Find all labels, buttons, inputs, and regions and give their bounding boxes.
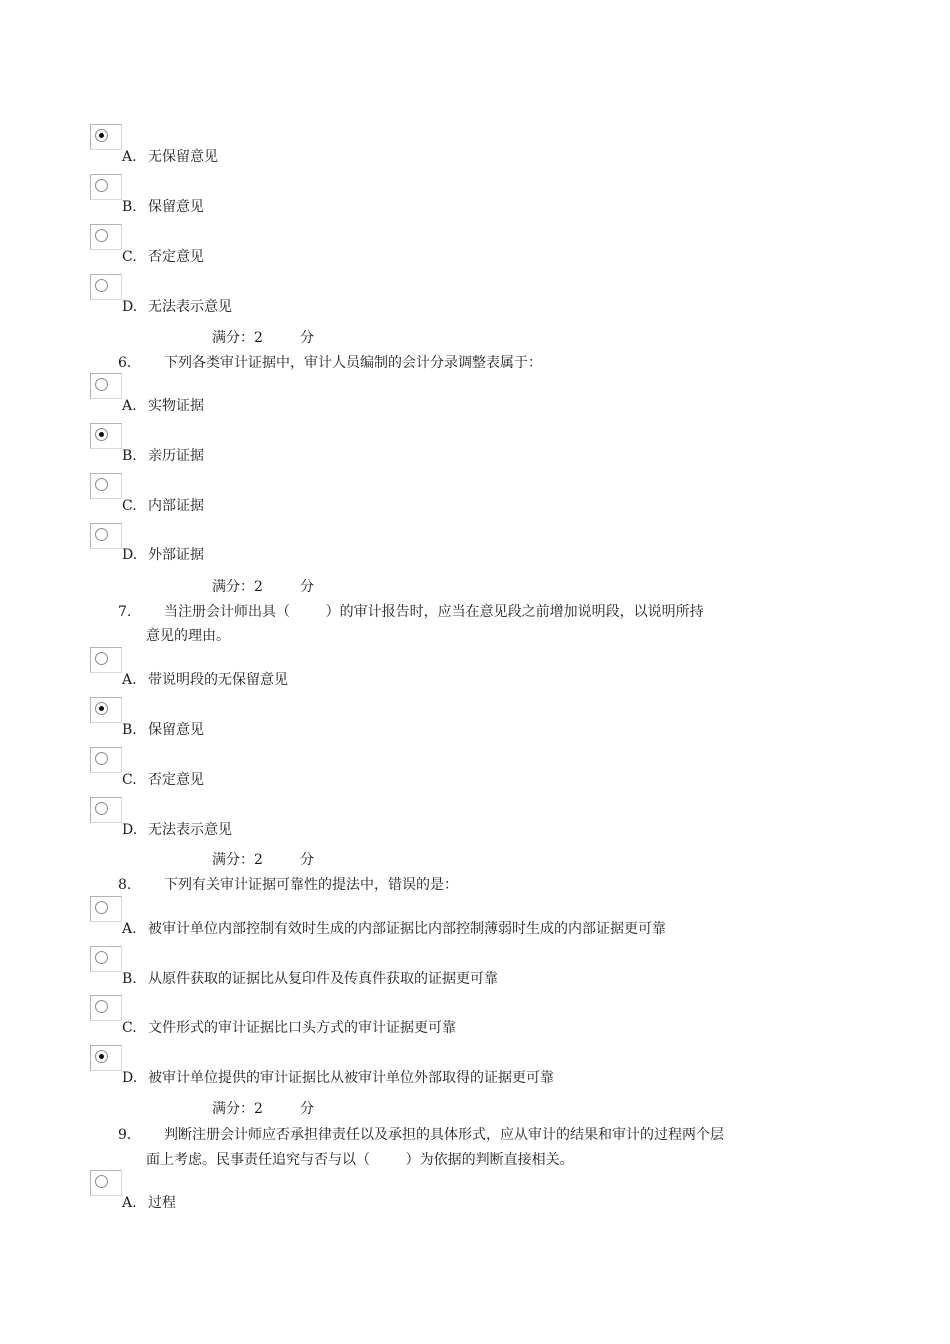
- radio-button[interactable]: [95, 1000, 108, 1013]
- question-number: 7.: [118, 604, 132, 620]
- option-text: 保留意见: [148, 199, 204, 215]
- option-text: 无法表示意见: [148, 822, 232, 838]
- score-unit: 分: [300, 852, 314, 868]
- radio-button[interactable]: [95, 378, 108, 391]
- option-radio-box[interactable]: [90, 274, 122, 300]
- question-text: 判断注册会计师应否承担律责任以及承担的具体形式，应从审计的结果和审计的过程两个层: [164, 1127, 724, 1143]
- option-letter: C.: [122, 772, 137, 788]
- option-letter: B.: [122, 199, 137, 215]
- score-label: 满分：2: [212, 579, 263, 595]
- option-letter: D.: [122, 299, 138, 315]
- question-text-continued: 意见的理由。: [146, 628, 230, 644]
- option-letter: B.: [122, 722, 137, 738]
- option-letter: D.: [122, 822, 138, 838]
- score-unit: 分: [300, 1101, 314, 1117]
- option-radio-box[interactable]: [90, 1045, 122, 1071]
- option-radio-box[interactable]: [90, 995, 122, 1021]
- option-text: 被审计单位内部控制有效时生成的内部证据比内部控制薄弱时生成的内部证据更可靠: [148, 921, 666, 937]
- option-letter: A.: [122, 1195, 137, 1211]
- option-letter: C.: [122, 249, 137, 265]
- radio-button[interactable]: [95, 478, 108, 491]
- question-text: 下列各类审计证据中，审计人员编制的会计分录调整表属于：: [164, 355, 542, 371]
- question-number: 6.: [118, 355, 132, 371]
- question-text-continued: 面上考虑。民事责任追究与否与以（ ）为依据的判断直接相关。: [146, 1152, 574, 1168]
- option-text: 文件形式的审计证据比口头方式的审计证据更可靠: [148, 1020, 456, 1036]
- option-radio-box[interactable]: [90, 697, 122, 723]
- radio-button[interactable]: [95, 1050, 108, 1063]
- option-letter: B.: [122, 971, 137, 987]
- radio-button[interactable]: [95, 652, 108, 665]
- option-radio-box[interactable]: [90, 747, 122, 773]
- option-radio-box[interactable]: [90, 647, 122, 673]
- option-text: 过程: [148, 1195, 176, 1211]
- question-number: 8.: [118, 877, 132, 893]
- option-text: 无法表示意见: [148, 299, 232, 315]
- option-text: 外部证据: [148, 547, 204, 563]
- score-unit: 分: [300, 579, 314, 595]
- option-text: 内部证据: [148, 498, 204, 514]
- radio-button[interactable]: [95, 528, 108, 541]
- option-radio-box[interactable]: [90, 946, 122, 972]
- option-radio-box[interactable]: [90, 797, 122, 823]
- radio-button[interactable]: [95, 752, 108, 765]
- radio-button[interactable]: [95, 229, 108, 242]
- question-text: 下列有关审计证据可靠性的提法中，错误的是：: [164, 877, 458, 893]
- option-radio-box[interactable]: [90, 1170, 122, 1196]
- question-text: 当注册会计师出具（ ）的审计报告时，应当在意见段之前增加说明段，以说明所持: [164, 604, 704, 620]
- option-radio-box[interactable]: [90, 473, 122, 499]
- score-label: 满分：2: [212, 1101, 263, 1117]
- option-text: 从原件获取的证据比从复印件及传真件获取的证据更可靠: [148, 971, 498, 987]
- radio-button[interactable]: [95, 428, 108, 441]
- option-letter: A.: [122, 672, 137, 688]
- option-letter: A.: [122, 149, 137, 165]
- radio-button[interactable]: [95, 702, 108, 715]
- question-number: 9.: [118, 1127, 132, 1143]
- option-letter: B.: [122, 448, 137, 464]
- option-letter: A.: [122, 921, 137, 937]
- score-unit: 分: [300, 330, 314, 346]
- radio-button[interactable]: [95, 129, 108, 142]
- radio-button[interactable]: [95, 802, 108, 815]
- option-radio-box[interactable]: [90, 124, 122, 150]
- option-text: 带说明段的无保留意见: [148, 672, 288, 688]
- option-text: 无保留意见: [148, 149, 218, 165]
- radio-button[interactable]: [95, 901, 108, 914]
- option-letter: C.: [122, 498, 137, 514]
- option-radio-box[interactable]: [90, 174, 122, 200]
- score-label: 满分：2: [212, 852, 263, 868]
- option-radio-box[interactable]: [90, 423, 122, 449]
- option-radio-box[interactable]: [90, 224, 122, 250]
- option-text: 否定意见: [148, 249, 204, 265]
- option-text: 被审计单位提供的审计证据比从被审计单位外部取得的证据更可靠: [148, 1070, 554, 1086]
- radio-button[interactable]: [95, 279, 108, 292]
- option-letter: D.: [122, 547, 138, 563]
- option-radio-box[interactable]: [90, 896, 122, 922]
- option-text: 否定意见: [148, 772, 204, 788]
- option-letter: D.: [122, 1070, 138, 1086]
- option-text: 保留意见: [148, 722, 204, 738]
- score-label: 满分：2: [212, 330, 263, 346]
- option-text: 亲历证据: [148, 448, 204, 464]
- option-radio-box[interactable]: [90, 523, 122, 549]
- radio-button[interactable]: [95, 951, 108, 964]
- radio-button[interactable]: [95, 1175, 108, 1188]
- option-letter: C.: [122, 1020, 137, 1036]
- option-text: 实物证据: [148, 398, 204, 414]
- radio-button[interactable]: [95, 179, 108, 192]
- option-radio-box[interactable]: [90, 373, 122, 399]
- option-letter: A.: [122, 398, 137, 414]
